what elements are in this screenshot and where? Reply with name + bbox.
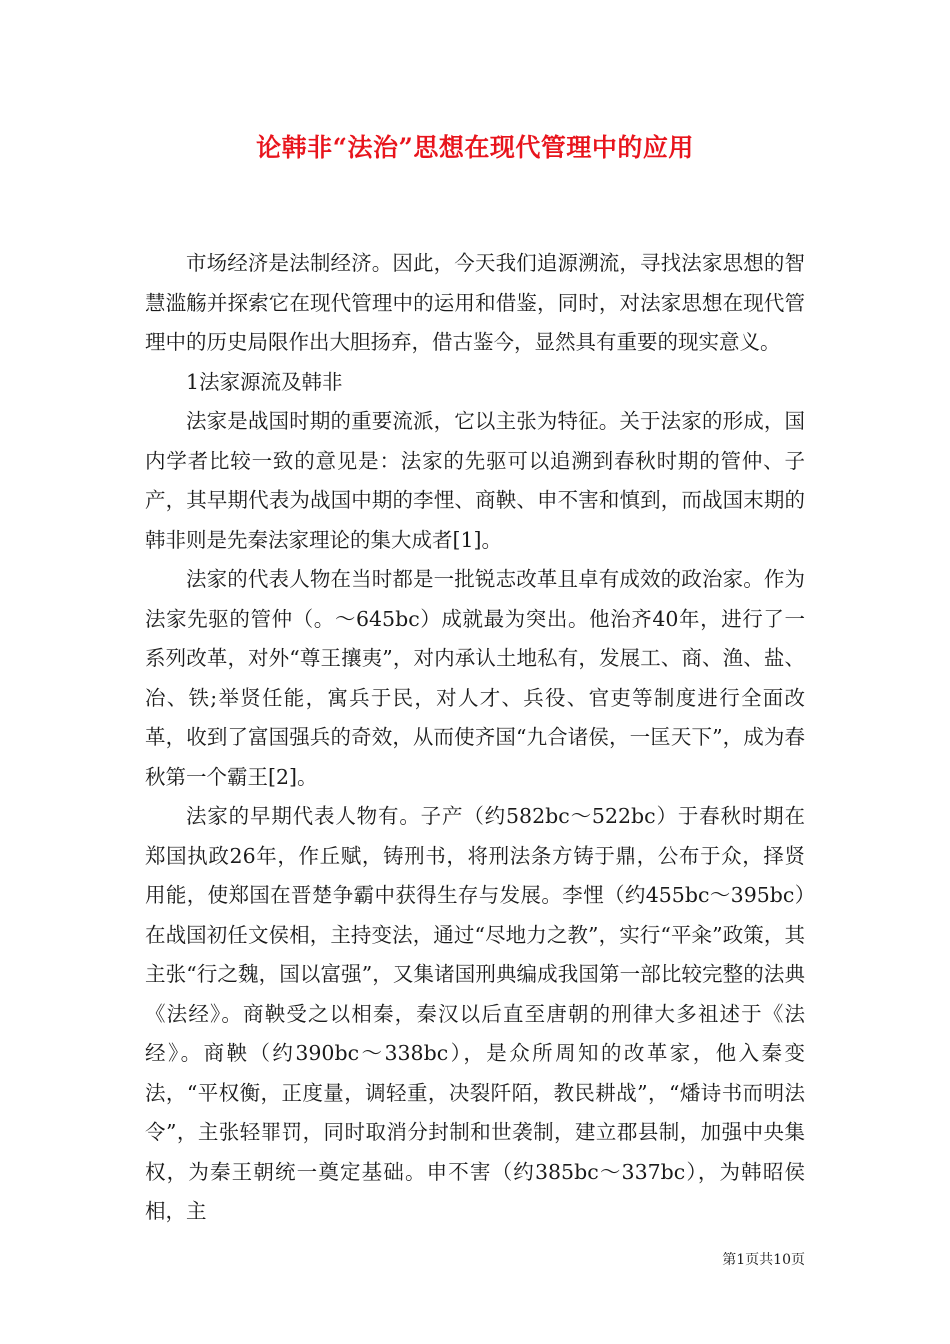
paragraph-early-figures: 法家的早期代表人物有。子产（约582bc～522bc）于春秋时期在郑国执政26年，作丘赋，铸刑书，将刑法条方铸于鼎，公布于众，择贤用能，使郑国在晋楚争霸中获得生存与发展。李悝（约455bc～395bc）在战国初任文侯相，主持变法，通过“尽地力之教”，实行“平籴”政策，其主张“行之魏，国以富强”，又集诸国刑典编成我国第一部比较完整的法典《法经》。商鞅受之以相秦，秦汉以后直至唐朝的刑律大多祖述于《法经》。商鞅（约390bc～338bc），是众所周知的改革家，他入秦变法，“平权衡，正度量，调轻重，决裂阡陌，教民耕战”，“燔诗书而明法令”，主张轻罪罚，同时取消分封制和世袭制，建立郡县制，加强中央集权，为秦王朝统一奠定基础。申不害（约385bc～337bc），为韩昭侯相，主 bbox=[145, 804, 805, 1223]
paragraph-guanzhong: 法家的代表人物在当时都是一批锐志改革且卓有成效的政治家。作为法家先驱的管仲（。～645bc）成就最为突出。他治齐40年，进行了一系列改革，对外“尊王攘夷”，对内承认土地私有，发展工、商、渔、盐、冶、铁;举贤任能，寓兵于民，对人才、兵役、官吏等制度进行全面改革，收到了富国强兵的奇效，从而使齐国“九合诸侯，一匡天下”，成为春秋第一个霸王[2]。 bbox=[145, 567, 805, 789]
page-footer: 第1页共10页 bbox=[722, 1252, 805, 1268]
document-body bbox=[145, 244, 805, 1232]
section-heading: 1法家源流及韩非 bbox=[186, 369, 343, 394]
paragraph-origin: 法家是战国时期的重要流派，它以主张为特征。关于法家的形成，国内学者比较一致的意见是：法家的先驱可以追溯到春秋时期的管仲、子产，其早期代表为战国中期的李悝、商鞅、申不害和慎到，而战国末期的韩非则是先秦法家理论的集大成者[1]。 bbox=[145, 409, 805, 552]
document-title: 论韩非“法治”思想在现代管理中的应用 bbox=[256, 133, 694, 162]
paragraph-intro: 市场经济是法制经济。因此，今天我们追源溯流，寻找法家思想的智慧滥觞并探索它在现代管理中的运用和借鉴，同时，对法家思想在现代管理中的历史局限作出大胆扬弃，借古鉴今，显然具有重要的现实意义。 bbox=[145, 251, 805, 354]
